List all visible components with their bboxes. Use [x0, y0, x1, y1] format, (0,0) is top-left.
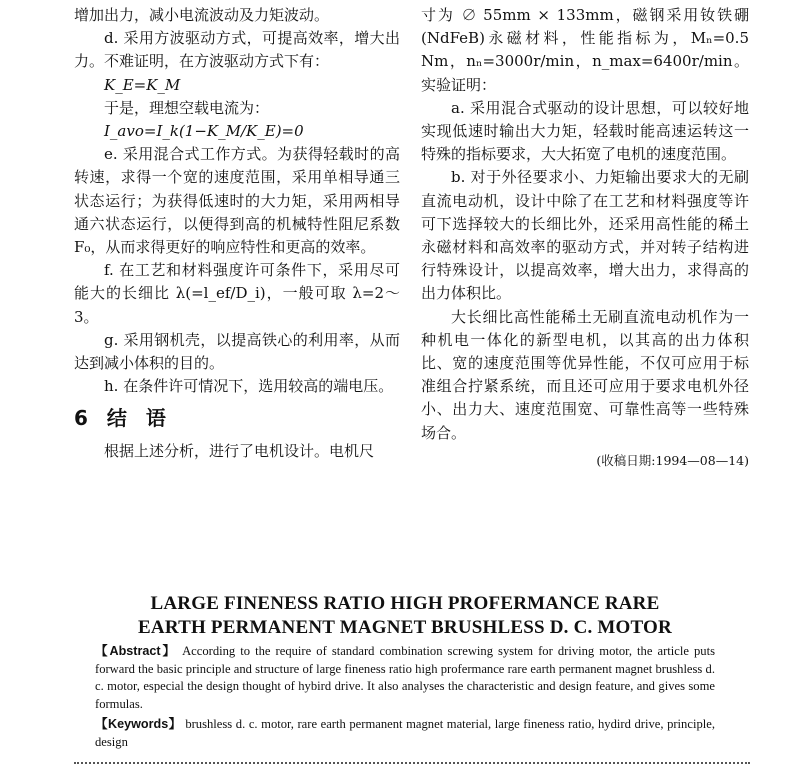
- keywords-paragraph: [95, 716, 715, 751]
- page-bottom-divider: [74, 762, 750, 766]
- english-title-line-1: LARGE FINENESS RATIO HIGH PROFERMANCE RARE: [150, 593, 660, 614]
- right-paragraph-b: b. 对于外径要求小、力矩输出要求大的无刷直流电动机，设计中除了在工艺和材料强度等许可下选择较大的长细比外，还采用高性能的稀土永磁材料和高效率的驱动方式，并对转子结构进行特殊设计，以提高效率，增大出力，求得高的出力体积比。: [421, 168, 749, 303]
- abstract-paragraph: [95, 643, 715, 713]
- left-paragraph-e: e. 采用混合式工作方式。为获得轻载时的高转速，求得一个宽的速度范围，采用单相导通三状态运行；为获得低速时的大力矩，采用两相导通六状态运行，以便得到高的机械特性阻尼系数 F₀，从而求得更好的响应特性和更高的效率。: [74, 145, 400, 257]
- right-paragraph-a: a. 采用混合式驱动的设计思想，可以较好地实现低速时输出大力矩，轻载时能高速运转这一特殊的指标要求，大大拓宽了电机的速度范围。: [421, 98, 749, 164]
- keywords-text: brushless d. c. motor, rare earth permanent magnet material, large fineness ratio, hydird drive, principle, design: [95, 717, 715, 749]
- left-paragraph-g: g. 采用钢机壳，以提高铁心的利用率，从而达到减小体积的目的。: [74, 330, 400, 373]
- abstract-text: According to the require of standard combination screwing system for driving motor, the article puts forward the basic principle and structure of large fineness ratio high profermance rare earth permanent magnet brushless d. c. motor, especial the design thought of hybird drive. It also analyses the characteristic and design feature, and gives some formulas.: [95, 644, 715, 711]
- received-date: (收稿日期:1994—08—14): [596, 452, 749, 468]
- formula-iavo: I_avo=I_k(1−K_M/K_E)=0: [104, 122, 304, 141]
- left-paragraph-1: 增加出力，减小电流波动及力矩波动。: [74, 6, 330, 24]
- section-title-conclusion: 6 结 语: [74, 406, 172, 431]
- left-paragraph-f: f. 在工艺和材料强度许可条件下，采用尽可能大的长细比 λ(=l_ef/D_i)，一般可取 λ=2～3。: [74, 261, 400, 326]
- left-paragraph-h: h. 在条件许可情况下，选用较高的端电压。: [104, 377, 394, 396]
- english-title-line-2: EARTH PERMANENT MAGNET BRUSHLESS D. C. MOTOR: [138, 617, 672, 638]
- left-paragraph-design: 根据上述分析，进行了电机设计。电机尺: [104, 442, 375, 461]
- keywords-label: 【Keywords】: [95, 717, 182, 731]
- left-paragraph-d: d. 采用方波驱动方式，可提高效率，增大出力。不难证明，在方波驱动方式下有：: [74, 29, 400, 71]
- right-paragraph-1: 寸为 ∅ 55mm × 133mm，磁钢采用钕铁硼(NdFeB)永磁材料，性能指标为，Mₙ=0.5 Nm，nₙ=3000r/min，n_max=6400r/min。实验证明：: [421, 6, 749, 94]
- right-paragraph-summary: 大长细比高性能稀土无刷直流电动机作为一种机电一体化的新型电机，以其高的出力体积比、宽的速度范围等优异性能，不仅可应用于标准组合拧紧系统，而且还可应用于要求电机外径小、出力大、速度范围宽、可靠性高等一些特殊场合。: [421, 307, 749, 442]
- formula-ke-km: K_E=K_M: [104, 75, 181, 94]
- abstract-label: 【Abstract】: [95, 644, 177, 658]
- right-column: [421, 4, 749, 472]
- left-column: [74, 4, 400, 464]
- left-paragraph-current: 于是，理想空载电流为：: [104, 98, 270, 117]
- english-abstract-section: [95, 592, 715, 751]
